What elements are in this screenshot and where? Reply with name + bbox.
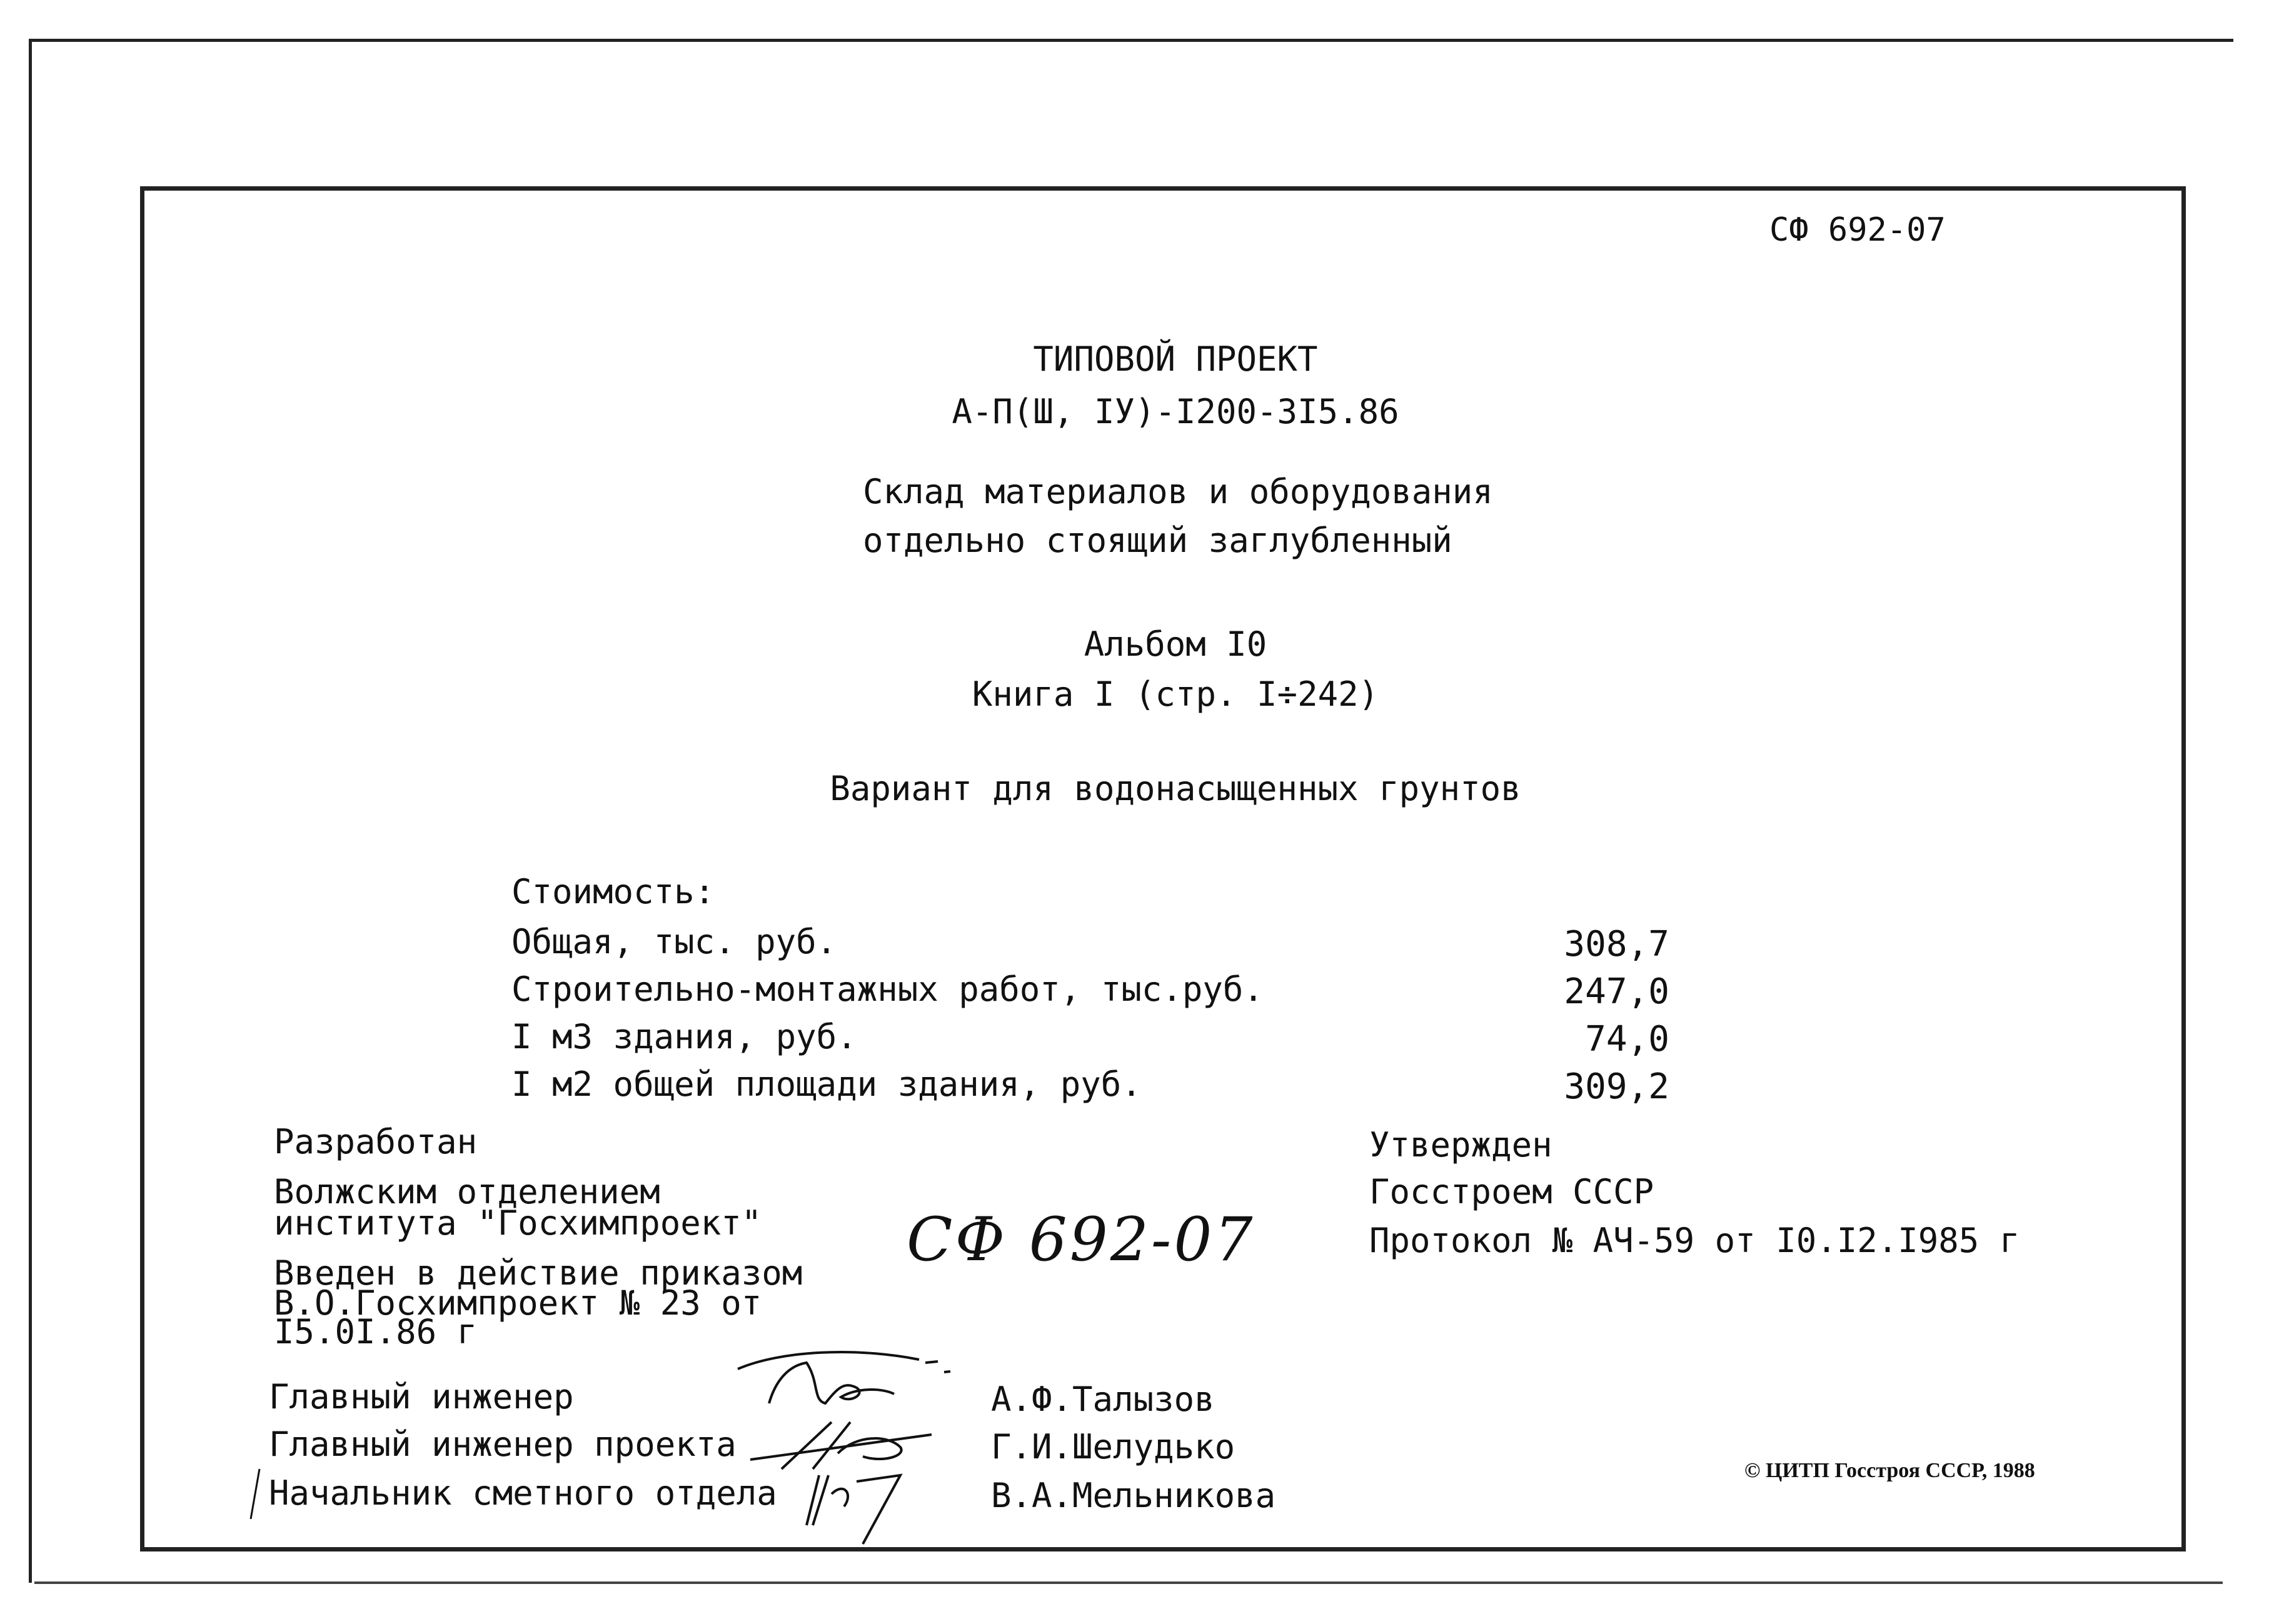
developed-by-line2: института "Госхимпроект" [274,1203,762,1243]
signature-chief-engineer [732,1344,957,1419]
outer-bottom-line [34,1581,2223,1584]
enacted-line1: Введен в действие приказом [274,1253,803,1293]
approved-heading: Утвержден [1369,1125,1552,1165]
margin-mark [247,1466,266,1522]
object-name-line2: отдельно стоящий заглубленный [863,521,1452,560]
approved-by: Госстроем СССР [1369,1172,1654,1211]
approval-protocol: Протокол № АЧ-59 от I0.I2.I985 г [1369,1221,2020,1260]
chief-project-engineer-name: Г.И.Шелудько [991,1427,1235,1466]
cost-value-m2: 309,2 [1564,1066,1669,1107]
project-number: А-П(Ш, IУ)-I200-3I5.86 [952,392,1399,431]
object-name-line1: Склад материалов и оборудования [863,472,1493,511]
project-type-title: ТИПОВОЙ ПРОЕКТ [1033,339,1318,379]
copyright: © ЦИТП Госстроя СССР, 1988 [1744,1459,2035,1482]
cost-value-construction: 247,0 [1564,971,1669,1012]
estimates-head-name: В.А.Мельникова [991,1476,1276,1515]
cost-label-m3: I м3 здания, руб. [511,1017,857,1056]
chief-project-engineer-role: Главный инженер проекта [269,1425,737,1464]
chief-engineer-name: А.Ф.Талызов [991,1380,1215,1419]
signature-estimates-head [794,1456,919,1550]
estimates-head-role: Начальник сметного отдела [269,1473,777,1513]
cost-heading: Стоимость: [511,872,715,911]
enacted-line3: I5.0I.86 г [274,1312,478,1351]
enacted-line2: В.О.Госхимпроект № 23 от [274,1283,762,1323]
handwritten-doc-code: СФ 692-07 [907,1205,1255,1275]
doc-code-top: СФ 692-07 [1769,211,1946,249]
developed-by-line1: Волжским отделением [274,1172,660,1211]
cost-value-m3: 74,0 [1585,1019,1669,1060]
developed-heading: Разработан [274,1122,478,1161]
book-number: Книга I (стр. I÷242) [972,674,1379,714]
cost-label-m2: I м2 общей площади здания, руб. [511,1065,1142,1104]
variant-title: Вариант для водонасыщенных грунтов [830,769,1521,808]
cost-label-total: Общая, тыс. руб. [511,922,837,961]
chief-engineer-role: Главный инженер [269,1377,574,1416]
cost-value-total: 308,7 [1564,924,1669,965]
album-number: Альбом I0 [1084,624,1267,664]
cost-label-construction: Строительно-монтажных работ, тыс.руб. [511,970,1264,1009]
